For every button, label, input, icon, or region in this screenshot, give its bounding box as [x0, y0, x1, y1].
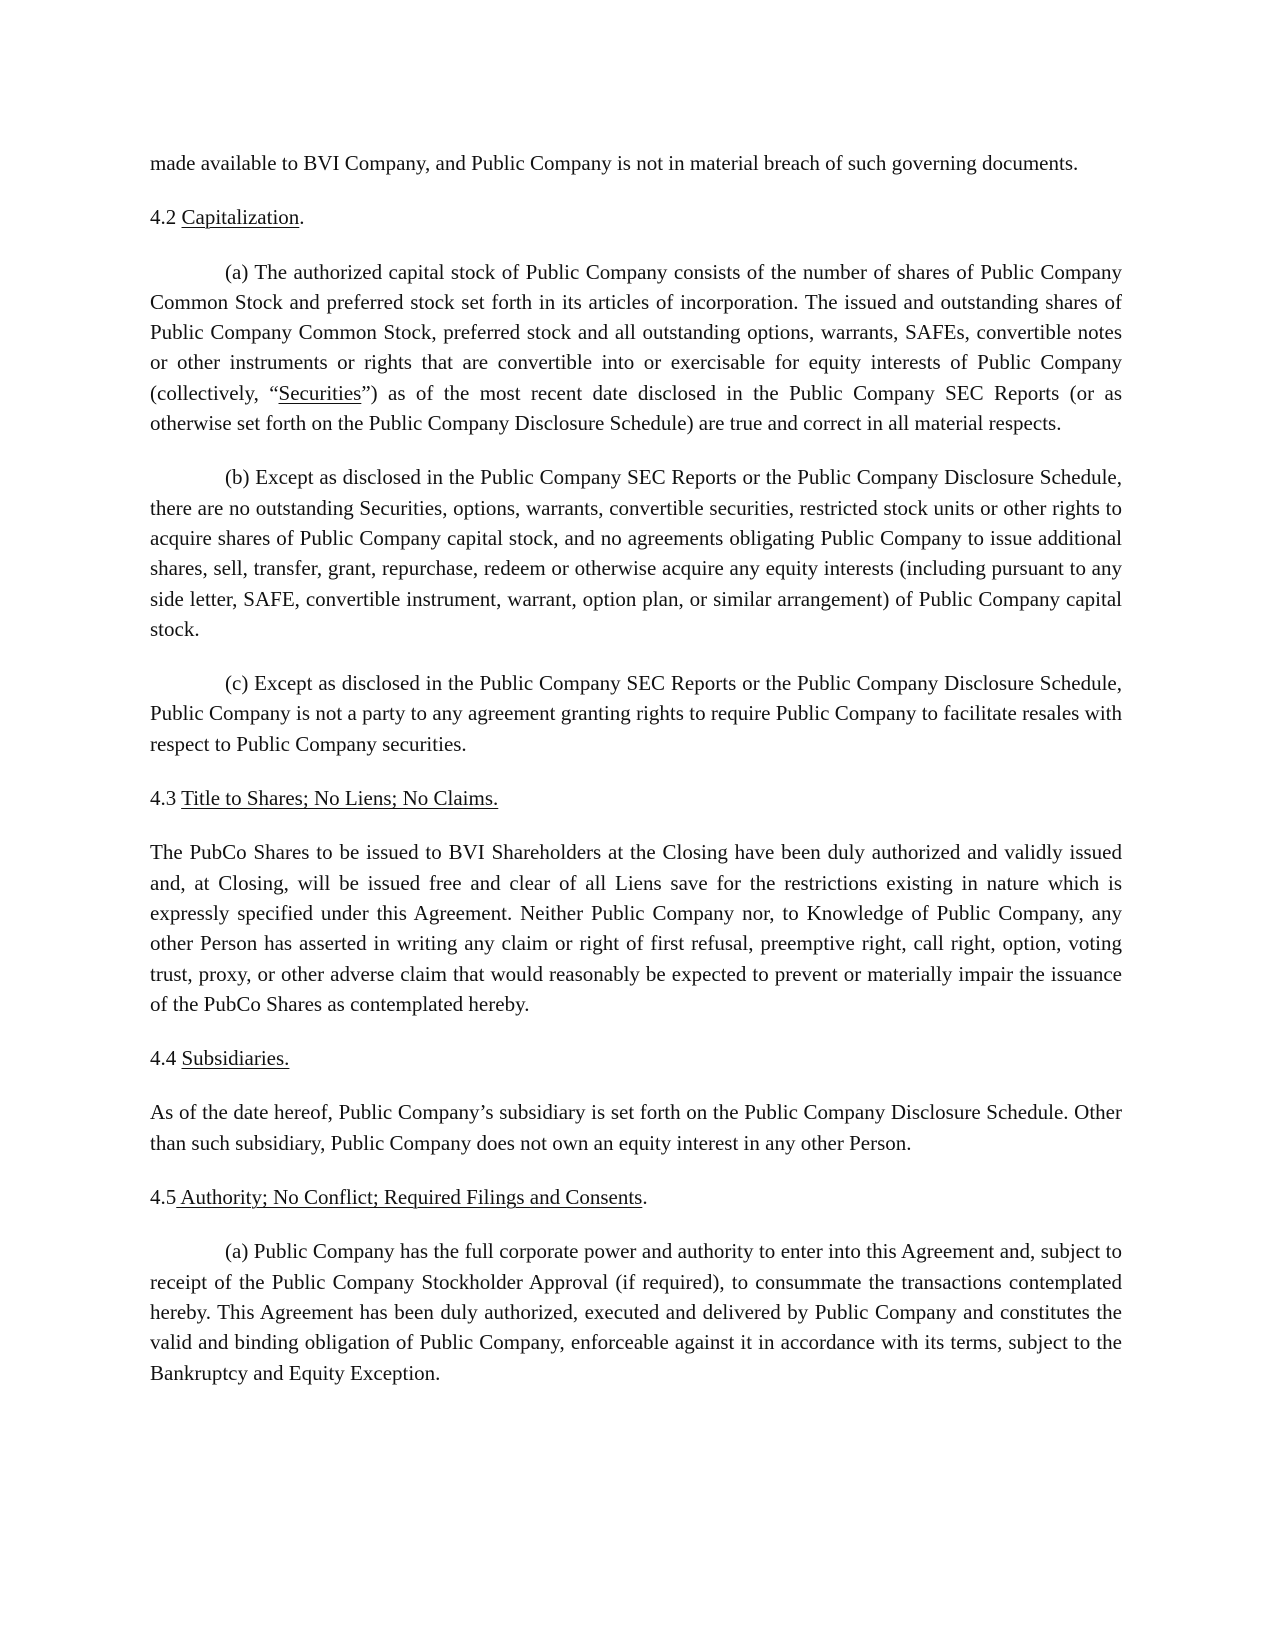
- section-4-3-heading: [150, 783, 1122, 813]
- section-4-2-number: 4.2: [150, 205, 182, 230]
- section-4-4-title: Subsidiaries.: [181, 1046, 290, 1071]
- section-4-2-title: Capitalization: [181, 205, 300, 230]
- section-4-2-title-suffix: .: [299, 205, 305, 230]
- section-4-5-title: Authority; No Conflict; Required Filings and Consents: [176, 1185, 643, 1210]
- section-4-3-number: 4.3: [150, 786, 182, 811]
- section-4-2-b-paragraph: (b) Except as disclosed in the Public Company SEC Reports or the Public Company Disclosure Schedule, there are no outstanding Securities, options, warrants, convertible securities, restricted stock units or other rights to acquire shares of Public Company capital stock, and no agreements obligating Public Company to issue additional shares, sell, transfer, grant, repurchase, redeem or otherwise acquire any equity interests (including pursuant to any side letter, SAFE, convertible instrument, warrant, option plan, or similar arrangement) of Public Company capital stock.: [150, 465, 1122, 641]
- section-4-2-a-text-after: ”) as of the most recent date disclosed in the Public Company SEC Reports (or as otherwise set forth on the Public Company Disclosure Schedule) are true and correct in all material respects.: [150, 380, 1122, 436]
- section-4-4-paragraph: As of the date hereof, Public Company’s subsidiary is set forth on the Public Company Disclosure Schedule. Other than such subsidiary, Public Company does not own an equity interest in any other Person.: [150, 1100, 1122, 1155]
- section-4-5-number: 4.5: [150, 1185, 177, 1210]
- section-4-2-heading: [150, 202, 1122, 232]
- section-4-5-heading: [150, 1182, 1122, 1212]
- section-4-3-paragraph: The PubCo Shares to be issued to BVI Shareholders at the Closing have been duly authorized and validly issued and, at Closing, will be issued free and clear of all Liens save for the restrictions existing in nature which is expressly specified under this Agreement. Neither Public Company nor, to Knowledge of Public Company, any other Person has asserted in writing any claim or right of first refusal, preemptive right, call right, option, voting trust, proxy, or other adverse claim that would reasonably be expected to prevent or materially impair the issuance of the PubCo Shares as contemplated hereby.: [150, 840, 1122, 1016]
- section-4-5-a-paragraph: (a) Public Company has the full corporate power and authority to enter into this Agreement and, subject to receipt of the Public Company Stockholder Approval (if required), to consummate the transactions contemplated hereby. This Agreement has been duly authorized, executed and delivered by Public Company and constitutes the valid and binding obligation of Public Company, enforceable against it in accordance with its terms, subject to the Bankruptcy and Equity Exception.: [150, 1239, 1122, 1385]
- section-4-2-c-paragraph: (c) Except as disclosed in the Public Company SEC Reports or the Public Company Disclosure Schedule, Public Company is not a party to any agreement granting rights to require Public Company to facilitate resales with respect to Public Company securities.: [150, 671, 1122, 756]
- section-4-5-title-suffix: .: [642, 1185, 648, 1210]
- section-4-4-number: 4.4: [150, 1046, 182, 1071]
- intro-paragraph: made available to BVI Company, and Public Company is not in material breach of such governing documents.: [150, 151, 1079, 175]
- section-4-2-a-paragraph: [150, 257, 1122, 439]
- section-4-2-a-text-before: (a) The authorized capital stock of Public Company consists of the number of shares of Public Company Common Stock and preferred stock set forth in its articles of incorporation. The issued and outstanding shares of Public Company Common Stock, preferred stock and all outstanding options, warrants, SAFEs, convertible notes or other instruments or rights that are convertible into or exercisable for equity interests of Public Company (collectively, “: [150, 259, 1122, 405]
- section-4-4-heading: [150, 1043, 1122, 1073]
- document-page: [150, 148, 1122, 1412]
- section-4-3-title: Title to Shares; No Liens; No Claims.: [181, 786, 499, 811]
- securities-defined-term: Securities: [278, 380, 362, 405]
